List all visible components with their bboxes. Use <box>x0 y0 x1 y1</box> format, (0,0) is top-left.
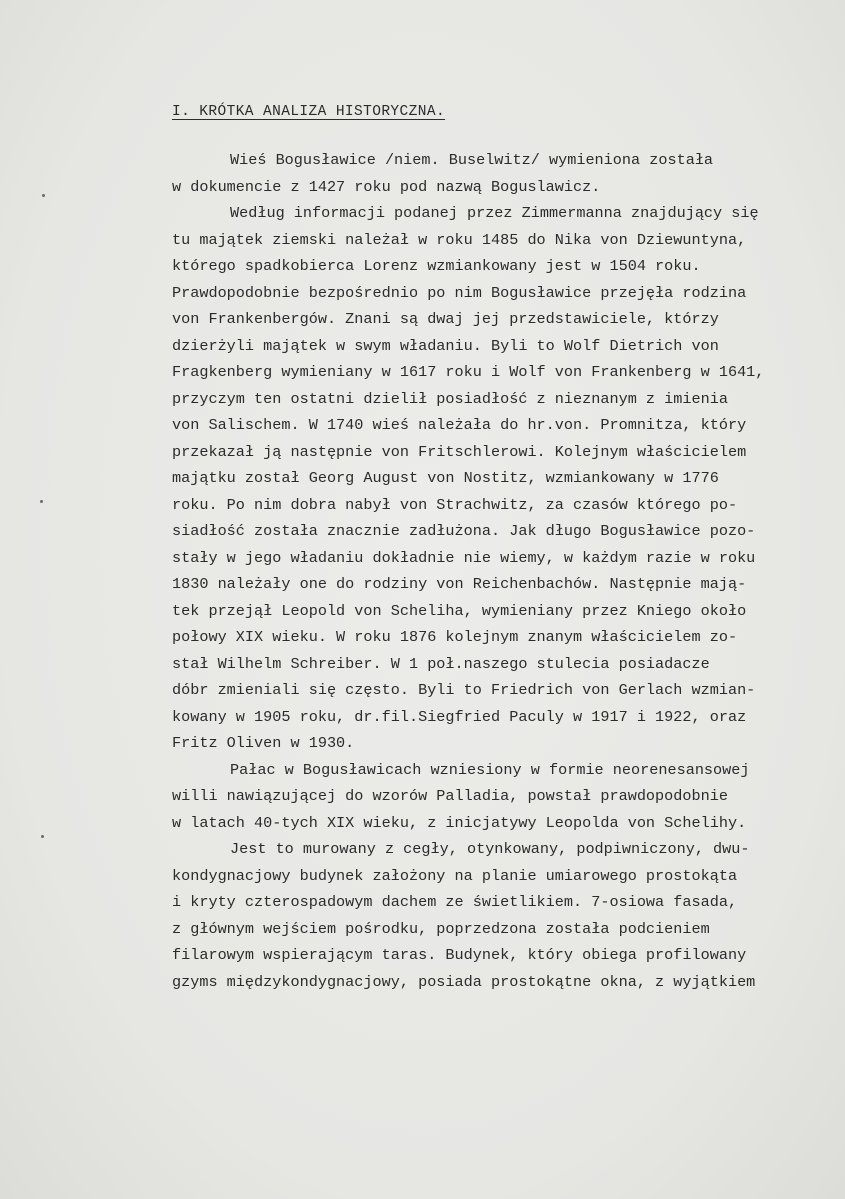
text-line: połowy XIX wieku. W roku 1876 kolejnym znanym właścicielem zo- <box>172 628 738 646</box>
text-line: kowany w 1905 roku, dr.fil.Siegfried Paculy w 1917 i 1922, oraz <box>172 707 747 726</box>
body-paragraphs <box>172 147 837 995</box>
text-line: w latach 40-tych XIX wieku, z inicjatywy Leopolda von Schelihy. <box>172 813 747 832</box>
text-line: willi nawiązującej do wzorów Palladia, powstał prawdopodobnie <box>172 787 728 805</box>
text-line: tu majątek ziemski należał w roku 1485 do Nika von Dziewuntyna, <box>172 230 747 249</box>
text-line: Według informacji podanej przez Zimmermanna znajdujący się <box>230 204 759 222</box>
text-line: Pałac w Bogusławicach wzniesiony w formie neorenesansowej <box>230 760 750 779</box>
text-line: Prawdopodobnie bezpośrednio po nim Bogusławice przejęła rodzina <box>172 283 747 302</box>
text-line: dzierżyli majątek w swym władaniu. Byli to Wolf Dietrich von <box>172 336 719 355</box>
text-line: kondygnacjowy budynek założony na planie umiarowego prostokąta <box>172 866 738 885</box>
text-line: Wieś Bogusławice /niem. Buselwitz/ wymieniona została <box>230 151 714 169</box>
text-line: którego spadkobierca Lorenz wzmiankowany jest w 1504 roku. <box>172 257 701 275</box>
text-line: 1830 należały one do rodziny von Reichenbachów. Następnie mają- <box>172 575 747 593</box>
text-line: gzyms międzykondygnacjowy, posiada prostokątne okna, z wyjątkiem <box>172 972 756 991</box>
text-line: majątku został Georg August von Nostitz, wzmiankowany w 1776 <box>172 469 719 487</box>
text-line: z głównym wejściem pośrodku, poprzedzona została podcieniem <box>172 919 710 938</box>
text-line: Fragkenberg wymieniany w 1617 roku i Wolf von Frankenberg w 1641, <box>172 363 765 381</box>
text-line: stał Wilhelm Schreiber. W 1 poł.naszego stulecia posiadacze <box>172 654 710 673</box>
text-line: roku. Po nim dobra nabył von Strachwitz, za czasów którego po- <box>172 495 738 514</box>
text-line: Fritz Oliven w 1930. <box>172 734 355 752</box>
paper-speck <box>40 500 43 503</box>
section-heading: I. KRÓTKA ANALIZA HISTORYCZNA. <box>172 104 446 120</box>
text-line: przekazał ją następnie von Fritschlerowi. Kolejnym właścicielem <box>172 442 747 461</box>
text-line: von Frankenbergów. Znani są dwaj jej przedstawiciele, którzy <box>172 310 719 328</box>
text-line: stały w jego władaniu dokładnie nie wiemy, w każdym razie w roku <box>172 548 756 567</box>
text-line: Jest to murowany z cegły, otynkowany, podpiwniczony, dwu- <box>230 840 750 858</box>
text-line: filarowym wspierającym taras. Budynek, który obiega profilowany <box>172 946 747 964</box>
text-line: przyczym ten ostatni dzielił posiadłość z nieznanym z imienia <box>172 389 728 408</box>
text-line: siadłość została znacznie zadłużona. Jak długo Bogusławice pozo- <box>172 522 756 540</box>
text-line: tek przejął Leopold von Scheliha, wymieniany przez Kniego około <box>172 601 747 620</box>
text-line: von Salischem. W 1740 wieś należała do hr.von. Promnitza, który <box>172 416 747 434</box>
paper-speck <box>41 835 44 838</box>
text-line: w dokumencie z 1427 roku pod nazwą Boguslawicz. <box>172 177 601 196</box>
text-line: dóbr zmieniali się często. Byli to Friedrich von Gerlach wzmian- <box>172 681 756 699</box>
paper-speck <box>42 194 45 197</box>
text-line: i kryty czterospadowym dachem ze świetlikiem. 7-osiowa fasada, <box>172 893 738 911</box>
